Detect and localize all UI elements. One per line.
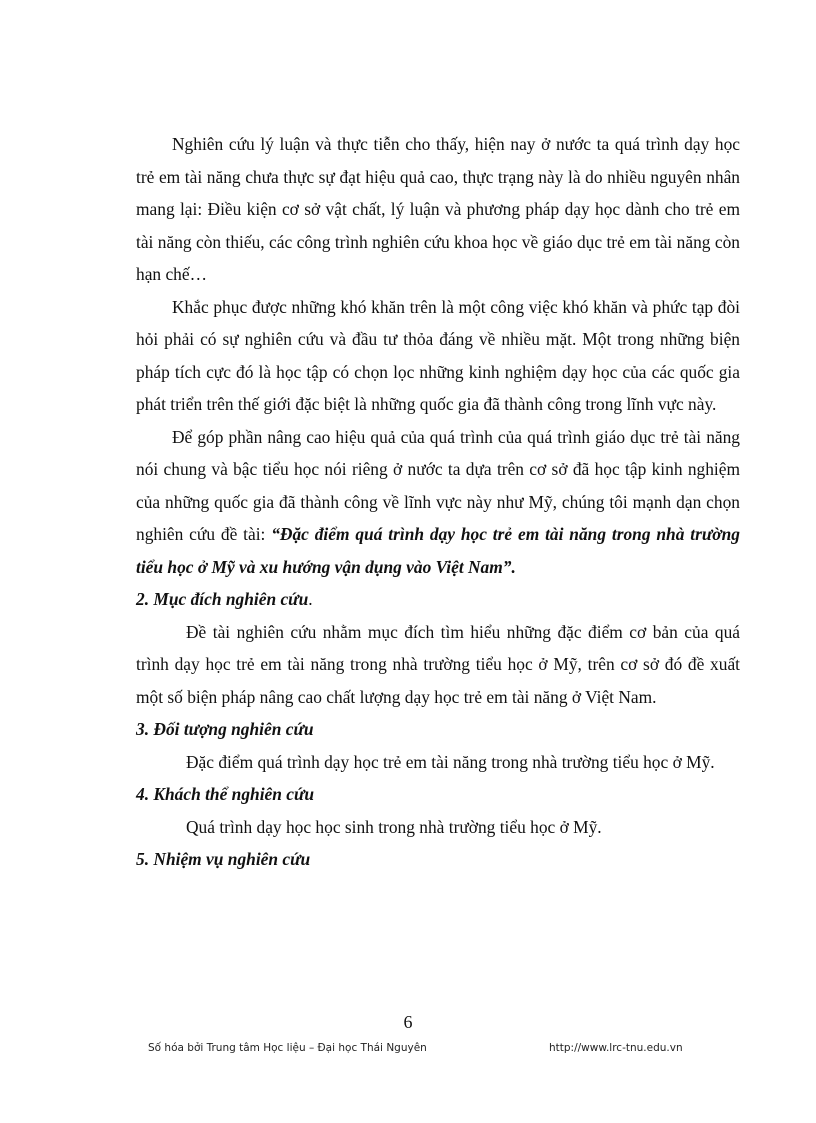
page-content	[136, 128, 740, 876]
topic-lead-text: Để góp phần nâng cao hiệu quả của quá trình của quá trình giáo dục trẻ tài năng nói chung và bậc tiểu học nói riêng ở nước ta dựa trên cơ sở đã học tập kinh nghiệm của những quốc gia đã thành công về lĩnh vực này như Mỹ, chúng tôi mạnh dạn chọn nghiên cứu đề tài:	[136, 426, 740, 544]
topic-title: “Đặc điểm quá trình dạy học trẻ em tài năng trong nhà trường tiểu học ở Mỹ và xu hướng vận dụng vào Việt Nam”.	[136, 524, 740, 577]
heading-purpose-text: 2. Mục đích nghiên cứu	[136, 589, 309, 609]
footer-url: http://www.lrc-tnu.edu.vn	[549, 1042, 683, 1054]
paragraph-object: Đặc điểm quá trình dạy học trẻ em tài năng trong nhà trường tiểu học ở Mỹ.	[186, 751, 715, 772]
paragraph-introduction: Nghiên cứu lý luận và thực tiễn cho thấy, hiện nay ở nước ta quá trình dạy học trẻ em tài năng chưa thực sự đạt hiệu quả cao, thực trạng này là do nhiều nguyên nhân mang lại: Điều kiện cơ sở vật chất, lý luận và phương pháp dạy học dành cho trẻ em tài năng còn thiếu, các công trình nghiên cứu khoa học về giáo dục trẻ em tài năng còn hạn chế…	[136, 134, 740, 284]
heading-purpose-period: .	[308, 589, 313, 609]
heading-purpose	[136, 583, 740, 616]
footer-credit: Số hóa bởi Trung tâm Học liệu – Đại học Thái Nguyên	[148, 1042, 427, 1054]
paragraph-purpose: Đề tài nghiên cứu nhằm mục đích tìm hiểu những đặc điểm cơ bản của quá trình dạy học trẻ em tài năng trong nhà trường tiểu học ở Mỹ, trên cơ sở đó đề xuất một số biện pháp nâng cao chất lượng dạy học trẻ em tài năng ở Việt Nam.	[136, 621, 740, 707]
paragraph-difficulties: Khắc phục được những khó khăn trên là một công việc khó khăn và phức tạp đòi hỏi phải có sự nghiên cứu và đầu tư thỏa đáng về nhiều mặt. Một trong những biện pháp tích cực đó là học tập có chọn lọc những kinh nghiệm dạy học của các quốc gia phát triển trên thế giới đặc biệt là những quốc gia đã thành công trong lĩnh vực này.	[136, 296, 740, 414]
paragraph-topic	[136, 421, 740, 584]
heading-object: 3. Đối tượng nghiên cứu	[136, 719, 314, 739]
heading-subject: 4. Khách thể nghiên cứu	[136, 784, 315, 804]
page-number: 6	[403, 1012, 413, 1032]
heading-tasks: 5. Nhiệm vụ nghiên cứu	[136, 849, 311, 869]
paragraph-subject: Quá trình dạy học học sinh trong nhà trường tiểu học ở Mỹ.	[186, 816, 602, 837]
